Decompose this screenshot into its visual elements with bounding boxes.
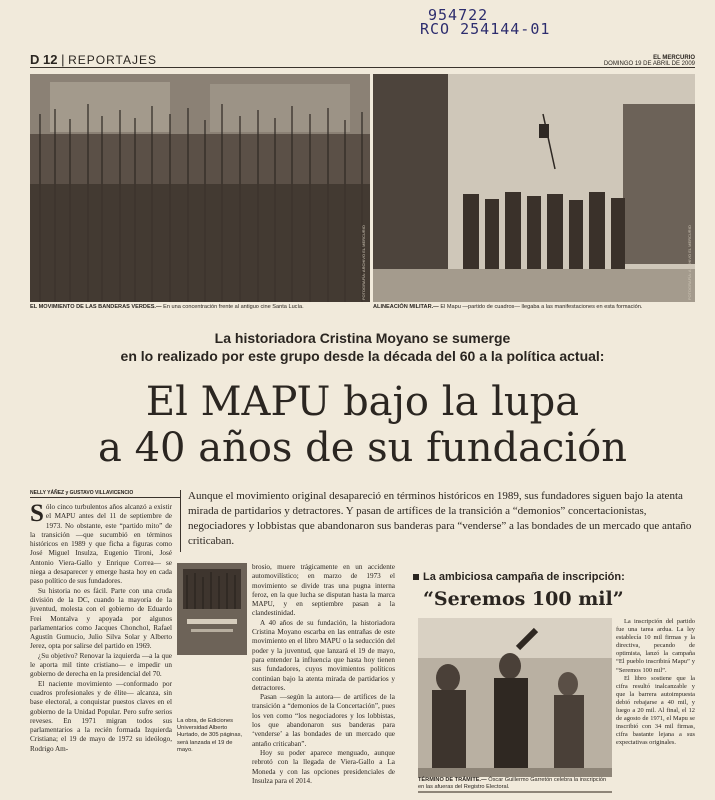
handwritten-ref-number: 954722 — [428, 6, 489, 24]
sidebar-text-p1: La inscripción del partido fue una tarea ardua. La ley establecía 10 mil firmas y la directiva, pecando de optimista, lanzó la campaña “El pueblo inscribirá Mapu” y “Seremos 100 mil”. — [616, 618, 695, 674]
page-section: D 12 | REPORTAJES — [30, 52, 158, 67]
kicker-line-2: en lo realizado por este grupo desde la década del 60 a la política actual: — [120, 348, 605, 364]
article-headline — [30, 379, 695, 471]
kicker-line-1: La historiadora Cristina Moyano se sumerge — [214, 330, 511, 346]
sidebar-text — [616, 618, 695, 796]
book-cover-image — [177, 563, 247, 655]
sidebar-text-p2: El libro sostiene que la cifra resultó inalcanzable y que la barrera autoimpuesta debió rebajarse a 40 mil, y luego a 20 mil. Al final, el 12 de agosto de 1971, el Mapu se inscribió con 34 mil firmas, cifra bastante lejana a sus expectativas originales. — [616, 674, 695, 747]
book-caption: La obra, de Ediciones Universidad Alberto Hurtado, de 305 páginas, será lanzada el 19 de mayo. — [177, 718, 243, 753]
sidebar-kicker: La ambiciosa campaña de inscripción: — [423, 571, 625, 583]
body-column-3 — [252, 563, 395, 795]
photo-left-credit: FOTOGRAFÍA: ARCHIVO EL MERCURIO — [361, 225, 366, 300]
page-number: D 12 — [30, 52, 58, 67]
photo-left-caption-text: En una concentración frente al antiguo cine Santa Lucía. — [163, 304, 304, 310]
sidebar-square-marker — [413, 574, 419, 580]
sidebar-photo-illustration — [418, 618, 612, 793]
publication-date: DOMINGO 19 DE ABRIL DE 2009 — [603, 61, 695, 67]
body-col3-p1: brosio, muere trágicamente en un accidente automovilístico; en marzo de 1973 el movimiento se divide tras una pugna interna feroz, en la que lucha se disputan hasta la marca MAPU, y en septiembre pasan a la clandestinidad. — [252, 563, 395, 618]
photo-military-alignment — [373, 74, 695, 302]
byline-rule — [30, 497, 180, 498]
headline-line-1: El MAPU bajo la lupa — [145, 379, 580, 425]
sidebar-photo-caption-title: TÉRMINO DE TRÁMITE.— — [418, 777, 487, 783]
march-illustration — [373, 74, 695, 302]
publication-info — [560, 55, 695, 67]
article-kicker — [30, 329, 695, 365]
headline-line-2: a 40 años de su fundación — [98, 425, 627, 471]
publication-name: EL MERCURIO — [653, 55, 695, 61]
lede-rule — [180, 490, 181, 552]
book-cover-illustration — [177, 563, 247, 655]
body-column-1 — [30, 503, 172, 793]
body-col1-p2: Su historia no es fácil. Parte con una cruda división de la DC, cuando la mayoría de la juventud, molesta con el gobierno de Eduardo Frei Montalva y apoyada por algunos parlamentarios como Jacques Chonchol, Rafael Agustín Gumucio, Julio Silva Solar y Alberto Jerez, opta por salirse del partido en 1969. — [30, 586, 172, 651]
sidebar-photo-caption — [418, 777, 612, 791]
body-col3-p4: Hoy su poder aparece menguado, aunque rebrotó con la llegada de Viera-Gallo a La Moneda y con las opciones presidenciales de Insulza para el 2014. — [252, 748, 395, 785]
section-name: REPORTAJES — [68, 53, 158, 67]
photo-left-caption — [30, 304, 370, 311]
sidebar-photo — [418, 618, 612, 793]
sidebar-photo-caption-text: Óscar Guillermo Garretón celebra la inscripción en las afueras del Registro Electoral. — [418, 777, 607, 790]
body-col1-p4: El naciente movimiento —conformado por cuadros profesionales y de élite— alcanza, sin base electoral, a conquistar puestos claves en el gobierno de la Unidad Popular. Pero sufre serios reveses. En 1971 migran todos sus parlamentarios a la recién formada Izquierda Cristiana; el 19 de mayo de 1972 su ideólogo, Rodrigo Am- — [30, 679, 172, 753]
photo-right-credit: FOTOGRAFÍA: ARCHIVO EL MERCURIO — [687, 225, 692, 300]
drop-cap: S — [30, 503, 44, 527]
photo-right-caption-text: El Mapu —partido de cuadros— llegaba a las manifestaciones en esta formación. — [440, 304, 643, 310]
photo-green-flags — [30, 74, 370, 302]
body-col3-p2: A 40 años de su fundación, la historiadora Cristina Moyano escarba en las entrañas de este movimiento en el libro MAPU o la seducción del poder y la juventud, que lanzará el 19 de mayo, para entender la influencia que hasta hoy tienen sus fundadores, cuyos movimientos políticos continúan bajo la atenta mirada de partidarios y detractores. — [252, 618, 395, 692]
crowd-illustration — [30, 74, 370, 302]
body-col1-p3: ¿Su objetivo? Renovar la izquierda —a la que le aporta mil tinte cristiano— e impedir un gobierno de derecha en la presidencial del 70. — [30, 651, 172, 679]
handwritten-archive-code: RCO 254144-01 — [420, 20, 551, 38]
photo-right-caption-title: ALINEACIÓN MILITAR.— — [373, 304, 439, 310]
sidebar-title: “Seremos 100 mil” — [423, 588, 624, 610]
photo-right-caption — [373, 304, 695, 311]
article-lede: Aunque el movimiento original desapareció en términos históricos en 1989, sus fundadores siguen bajo la atenta mirada de partidarios y detractores. Y pasan de artífices de la transición a “demonios” concertacionistas, negociadores y lobbistas que abandonaron sus banderas para “venderse” a las bondades de un mercado que antaño criticaban. — [188, 490, 692, 547]
header-rule — [30, 67, 695, 68]
body-col3-p3: Pasan —según la autora— de artífices de la transición a “demonios de la Concertación”, pues los ven como “los negociadores y los lobbistas, los que abandonaron sus banderas para ‘venderse’ a las bondades de un mercado que antaño criticaban”. — [252, 693, 395, 748]
photo-left-caption-title: EL MOVIMIENTO DE LAS BANDERAS VERDES.— — [30, 304, 162, 310]
body-col1-p1: ólo cinco turbulentos años alcanzó a existir el MAPU antes del 11 de septiembre de 1973. No obstante, este “partido mito” de la transición —que sucumbió en términos históricos en 1989 y que ficha a figuras como José Miguel Insulza, Eugenio Tironi, José Antonio Viera-Gallo y Enrique Correa— se niega a desaparecer y emerge hasta hoy en cada paso político de sus fundadores. — [30, 503, 172, 586]
byline: NELLY YÁÑEZ y GUSTAVO VILLAVICENCIO — [30, 490, 134, 496]
